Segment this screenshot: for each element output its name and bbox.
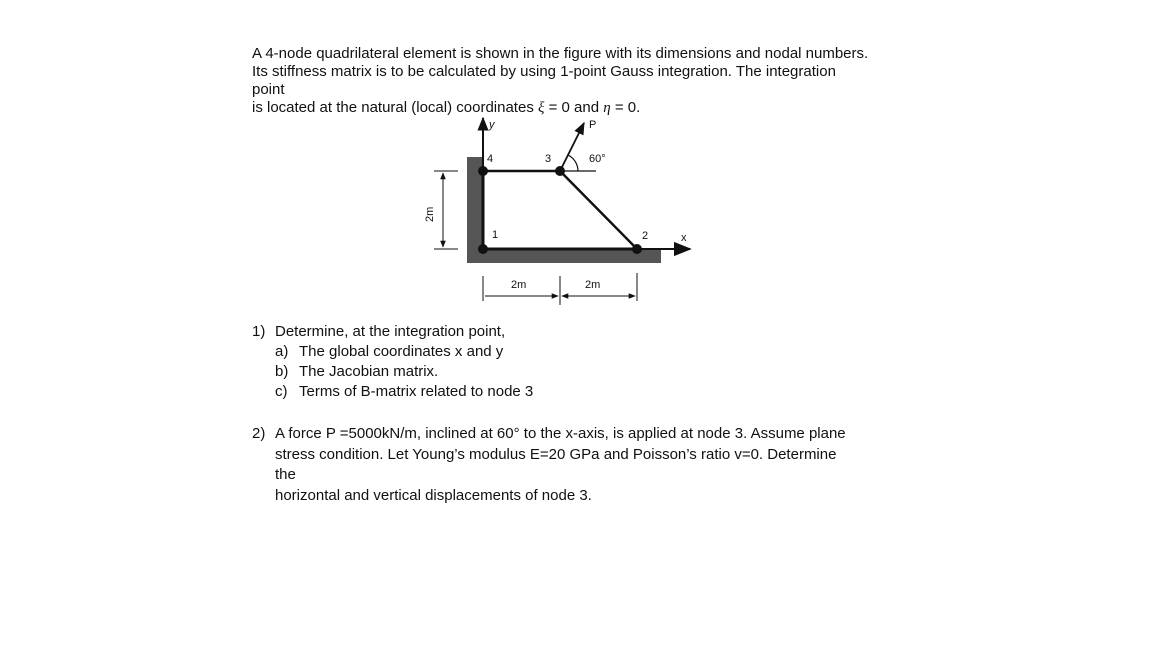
- node-1-dot: [478, 244, 488, 254]
- edge-3-2: [560, 171, 637, 249]
- node-3-dot: [555, 166, 565, 176]
- question-2-body: [275, 424, 852, 506]
- intro-line-1: A 4-node quadrilateral element is shown in the figure with its dimensions and nodal numbers.: [252, 45, 869, 62]
- node-2-label: 2: [642, 230, 649, 242]
- node-4-dot: [478, 166, 488, 176]
- y-axis-label: y: [489, 119, 495, 131]
- node-4-label: 4: [487, 153, 494, 165]
- question-2-line-2: stress condition. Let Young’s modulus E=20 GPa and Poisson’s ratio v=0. Determine the: [275, 445, 837, 483]
- question-1c-letter: c): [275, 383, 288, 400]
- x-axis-label: x: [681, 232, 687, 244]
- node-3-label: 3: [545, 153, 552, 165]
- angle-arc: [568, 155, 578, 171]
- question-1c: [275, 382, 852, 402]
- question-1-number: 1): [252, 323, 266, 340]
- question-2-line-3: horizontal and vertical displacements of node 3.: [275, 486, 592, 504]
- angle-label: 60°: [589, 153, 606, 165]
- question-1a: [275, 342, 852, 362]
- question-1c-text: Terms of B-matrix related to node 3: [299, 383, 534, 400]
- dim-vertical-label: 2m: [424, 206, 436, 222]
- question-1a-letter: a): [275, 343, 289, 360]
- question-1: [252, 322, 852, 402]
- question-list: [252, 322, 852, 506]
- question-1b: [275, 362, 852, 382]
- force-label: P: [589, 119, 597, 131]
- question-1-body: [275, 322, 852, 402]
- question-2: [252, 424, 852, 506]
- question-1b-text: The Jacobian matrix.: [299, 363, 439, 380]
- question-2-number: 2): [252, 425, 266, 442]
- question-2-line-1: A force P =5000kN/m, inclined at 60° to the x-axis, is applied at node 3. Assume plane: [275, 425, 846, 442]
- question-1-text: Determine, at the integration point,: [275, 323, 506, 340]
- node-1-label: 1: [492, 229, 499, 241]
- intro-line-3-prefix: is located at the natural (local) coordinates: [252, 99, 538, 116]
- xi-symbol: ξ: [538, 100, 545, 116]
- eta-symbol: η: [603, 100, 611, 116]
- question-1b-letter: b): [275, 363, 289, 380]
- question-1a-text: The global coordinates x and y: [299, 343, 504, 360]
- intro-eq-zero-and: = 0 and: [544, 99, 604, 116]
- dim-h-right-label: 2m: [585, 279, 601, 291]
- bottom-support: [467, 249, 661, 263]
- force-arrow: [560, 123, 584, 171]
- intro-eq-zero-end: = 0.: [610, 99, 641, 116]
- dim-h-left-label: 2m: [511, 279, 527, 291]
- node-2-dot: [632, 244, 642, 254]
- intro-line-2: Its stiffness matrix is to be calculated by using 1-point Gauss integration. The integration point: [252, 63, 836, 98]
